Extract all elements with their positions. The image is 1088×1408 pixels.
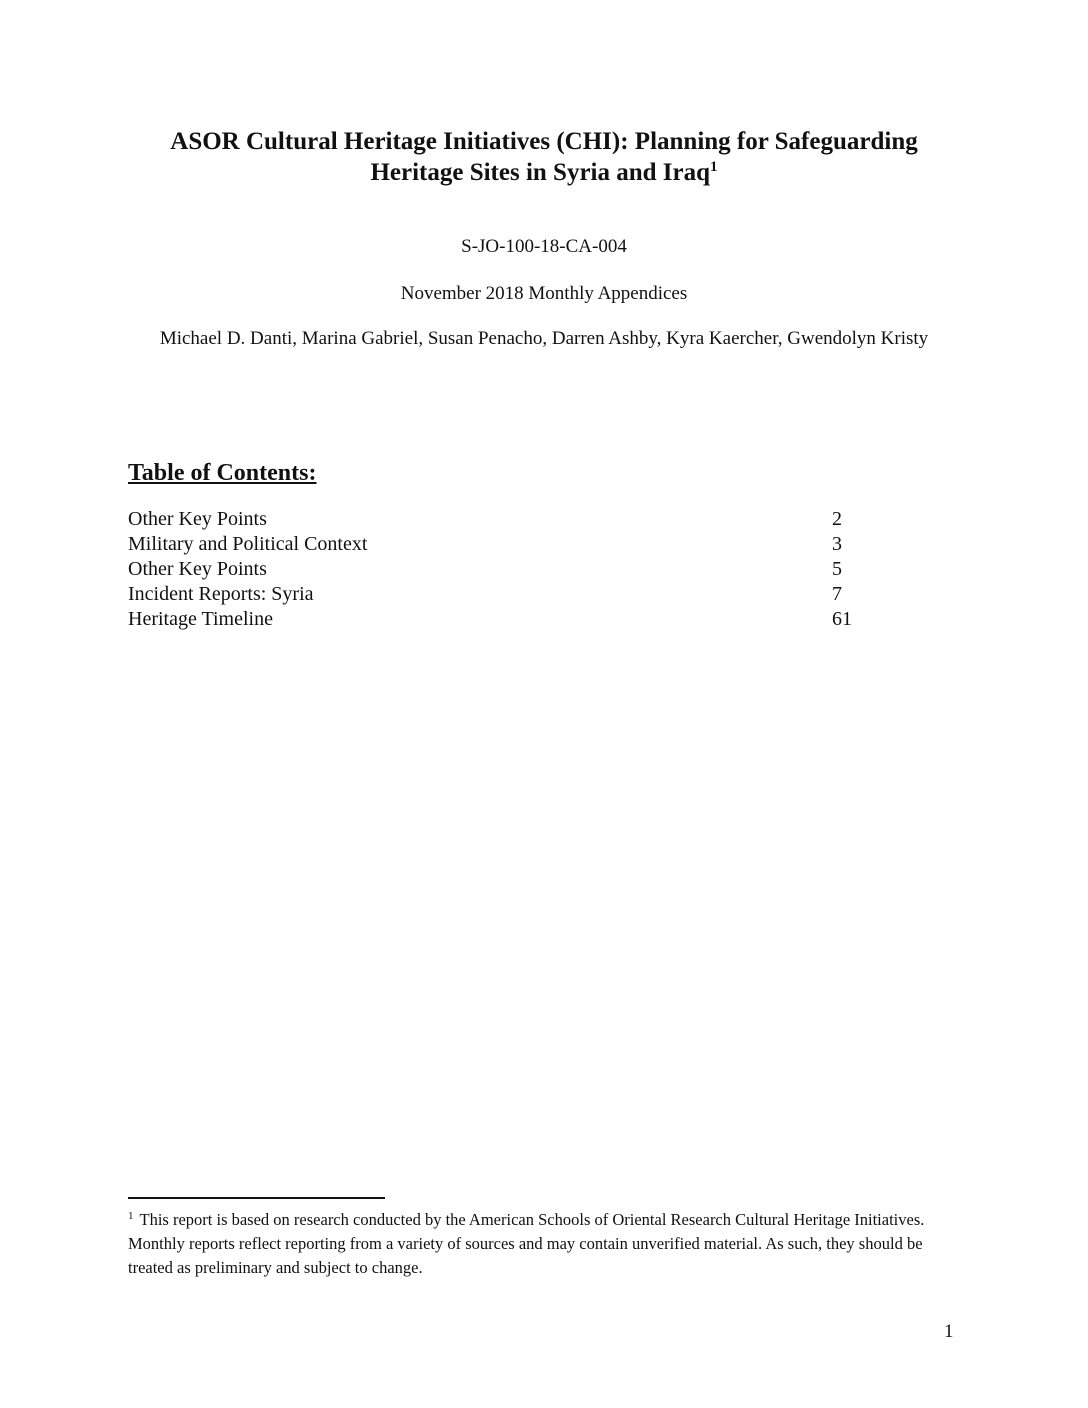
- toc-entry-page: 3: [832, 533, 842, 555]
- footnote: [128, 1208, 968, 1280]
- authors: Michael D. Danti, Marina Gabriel, Susan Penacho, Darren Ashby, Kyra Kaercher, Gwendolyn Kristy: [159, 328, 929, 349]
- document-title: [100, 126, 988, 188]
- table-of-contents: [128, 507, 868, 632]
- grant-number: S-JO-100-18-CA-004: [461, 236, 627, 257]
- toc-entry-page: 5: [832, 558, 842, 580]
- footnote-text: This report is based on research conducted by the American Schools of Oriental Research Cultural Heritage Initiatives. Monthly reports reflect reporting from a variety of sources and may contain unverified material. As such, they should be treated as preliminary and subject to change.: [128, 1210, 925, 1277]
- toc-entry[interactable]: [128, 557, 868, 582]
- toc-entry[interactable]: [128, 582, 868, 607]
- title-line-1: ASOR Cultural Heritage Initiatives (CHI): Planning for Safeguarding: [170, 128, 918, 155]
- toc-entry[interactable]: [128, 532, 868, 557]
- toc-entry-label: Military and Political Context: [128, 533, 368, 555]
- footnote-separator: [128, 1197, 385, 1199]
- toc-entry-label: Incident Reports: Syria: [128, 583, 314, 605]
- title-line-2: Heritage Sites in Syria and Iraq: [370, 159, 711, 186]
- footnote-mark: 1: [128, 1210, 134, 1222]
- page-number: 1: [944, 1321, 954, 1342]
- title-footnote-mark: 1: [710, 159, 718, 175]
- report-date: November 2018 Monthly Appendices: [400, 283, 688, 304]
- toc-entry-label: Other Key Points: [128, 508, 267, 530]
- toc-entry-label: Other Key Points: [128, 558, 267, 580]
- toc-entry-page: 2: [832, 508, 842, 530]
- toc-entry-page: 61: [832, 608, 852, 630]
- toc-entry-label: Heritage Timeline: [128, 608, 273, 630]
- toc-entry-page: 7: [832, 583, 842, 605]
- toc-entry[interactable]: [128, 607, 868, 632]
- toc-heading: Table of Contents:: [128, 460, 317, 486]
- toc-entry[interactable]: [128, 507, 868, 532]
